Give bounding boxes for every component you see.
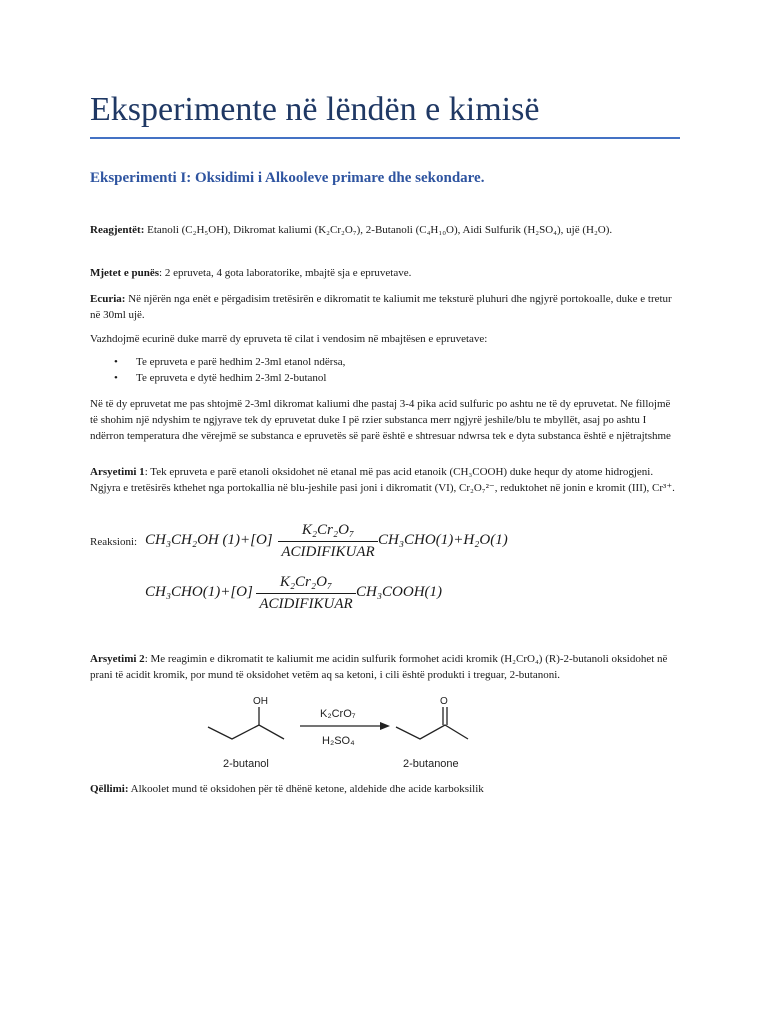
2-butanone-structure bbox=[396, 707, 468, 739]
reaction-arrow bbox=[300, 722, 390, 730]
acidified-label: ACIDIFIKUAR bbox=[256, 593, 356, 613]
tools-text: : 2 epruveta, 4 gota laboratorike, mbajtë sja e epruvetave. bbox=[159, 267, 412, 279]
continue-paragraph: Vazhdojmë ecurinë duke marrë dy epruveta të cilat i vendosim në mbajtësen e epruvetave: bbox=[90, 333, 488, 345]
reasoning-1-paragraph bbox=[90, 464, 680, 496]
carbonyl-o-label: O bbox=[440, 696, 448, 707]
reaction-2-product: CH₃COOH(1) bbox=[356, 584, 443, 600]
reaction-label: Reaksioni: bbox=[90, 536, 138, 548]
procedure-paragraph-2: Në të dy epruvetat me pas shtojmë 2-3ml dikromat kaliumi dhe pastaj 3-4 pika acid sulfuric po ashtu ne të dy epruvetat. Ne fillojmë të shohim një ndyshim te ngjyrave tek dy epruvetat duke I pë rzier substanca merr ngjyrë jeshile/blu te mbyllët, asaj po ashtu I ndërron temperatura dhe vërejmë se substanca e epruvetës së parë është e shtresuar ndwrsa tek e dyta substanca është e njëtrajtshme bbox=[90, 398, 671, 442]
tools-paragraph bbox=[90, 265, 680, 281]
goal-paragraph bbox=[90, 781, 680, 797]
procedure-paragraph bbox=[90, 291, 680, 323]
acidified-label: ACIDIFIKUAR bbox=[278, 541, 378, 561]
experiment-heading: Eksperimenti I: Oksidimi i Alkooleve primare dhe sekondare. bbox=[90, 170, 485, 186]
oxidant-label: K₂Cr₂O₇ bbox=[301, 522, 355, 538]
reasoning-2-label: Arsyetimi 2 bbox=[90, 653, 145, 665]
reaction-1-reactant: CH₃CH₂OH (1)+[O] bbox=[145, 532, 273, 548]
oxidant-label: K₂Cr₂O₇ bbox=[279, 574, 333, 590]
list-item: • Te epruveta e parë hedhim 2-3ml etanol ndërsa, bbox=[90, 354, 680, 370]
product-name: 2-butanone bbox=[403, 758, 459, 770]
goal-label: Qëllimi: bbox=[90, 783, 129, 795]
page-title: Eksperimente në lëndën e kimisë bbox=[90, 90, 680, 139]
reasoning-2-paragraph bbox=[90, 651, 680, 683]
reasoning-2-text: : Me reagimin e dikromatit te kaliumit me acidin sulfurik formohet acidi kromik (H₂CrO₄) (R)-2-butanoli oksidohet në prani të acidit kromik, por mund të oksidohet vetëm aq sa ketoni, i cili është produkti i treguar, 2-butanoni. bbox=[90, 653, 668, 681]
reagents-text: Etanoli (C₂H₅OH), Dikromat kaliumi (K₂Cr₂O₇), 2-Butanoli (C₄H₁₀O), Aidi Sulfurik (H₂SO₄), ujë (H₂O). bbox=[144, 224, 613, 236]
reagents-paragraph bbox=[90, 222, 680, 238]
reaction-1-condition bbox=[278, 522, 378, 561]
bullet-list bbox=[90, 354, 680, 386]
procedure-text: Në njërën nga enët e përgadisim tretësirën e dikromatit te kaliumit me teksturë pluhuri dhe ngjyrë portokoalle, duke e tretur në 30ml ujë. bbox=[90, 293, 672, 321]
tools-label: Mjetet e punës bbox=[90, 267, 160, 279]
oh-label: OH bbox=[253, 696, 268, 707]
2-butanol-structure bbox=[208, 707, 284, 739]
reaction-2-condition bbox=[256, 574, 356, 613]
reaction-1-product: CH₃CHO(1)+H₂O(1) bbox=[378, 532, 508, 548]
reactant-name: 2-butanol bbox=[223, 758, 269, 770]
reagents-label: Reagjentët: bbox=[90, 224, 145, 236]
reagent-bottom-label: H₂SO₄ bbox=[322, 735, 355, 747]
list-item: • Te epruveta e dytë hedhim 2-3ml 2-butanol bbox=[90, 370, 680, 386]
reaction-2-reactant: CH₃CHO(1)+[O] bbox=[145, 584, 253, 600]
reaction-scheme bbox=[0, 690, 768, 780]
reasoning-1-text: : Tek epruveta e parë etanoli oksidohet në etanal më pas acid etanoik (CH₃COOH) duke hequr dy atome hidrogjeni. Ngjyra e tretësirës kthehet nga portokallia në blu-jeshile pasi joni i dikromatit (VI), Cr₂O₇²⁻, reduktohet në jonin e kromit (III), Cr³⁺. bbox=[90, 466, 675, 494]
procedure-label: Ecuria: bbox=[90, 293, 126, 305]
goal-text: Alkoolet mund të oksidohen për të dhënë ketone, aldehide dhe acide karboksilik bbox=[128, 783, 484, 795]
reasoning-1-label: Arsyetimi 1 bbox=[90, 466, 145, 478]
reagent-top-label: K₂CrO₇ bbox=[320, 708, 356, 720]
